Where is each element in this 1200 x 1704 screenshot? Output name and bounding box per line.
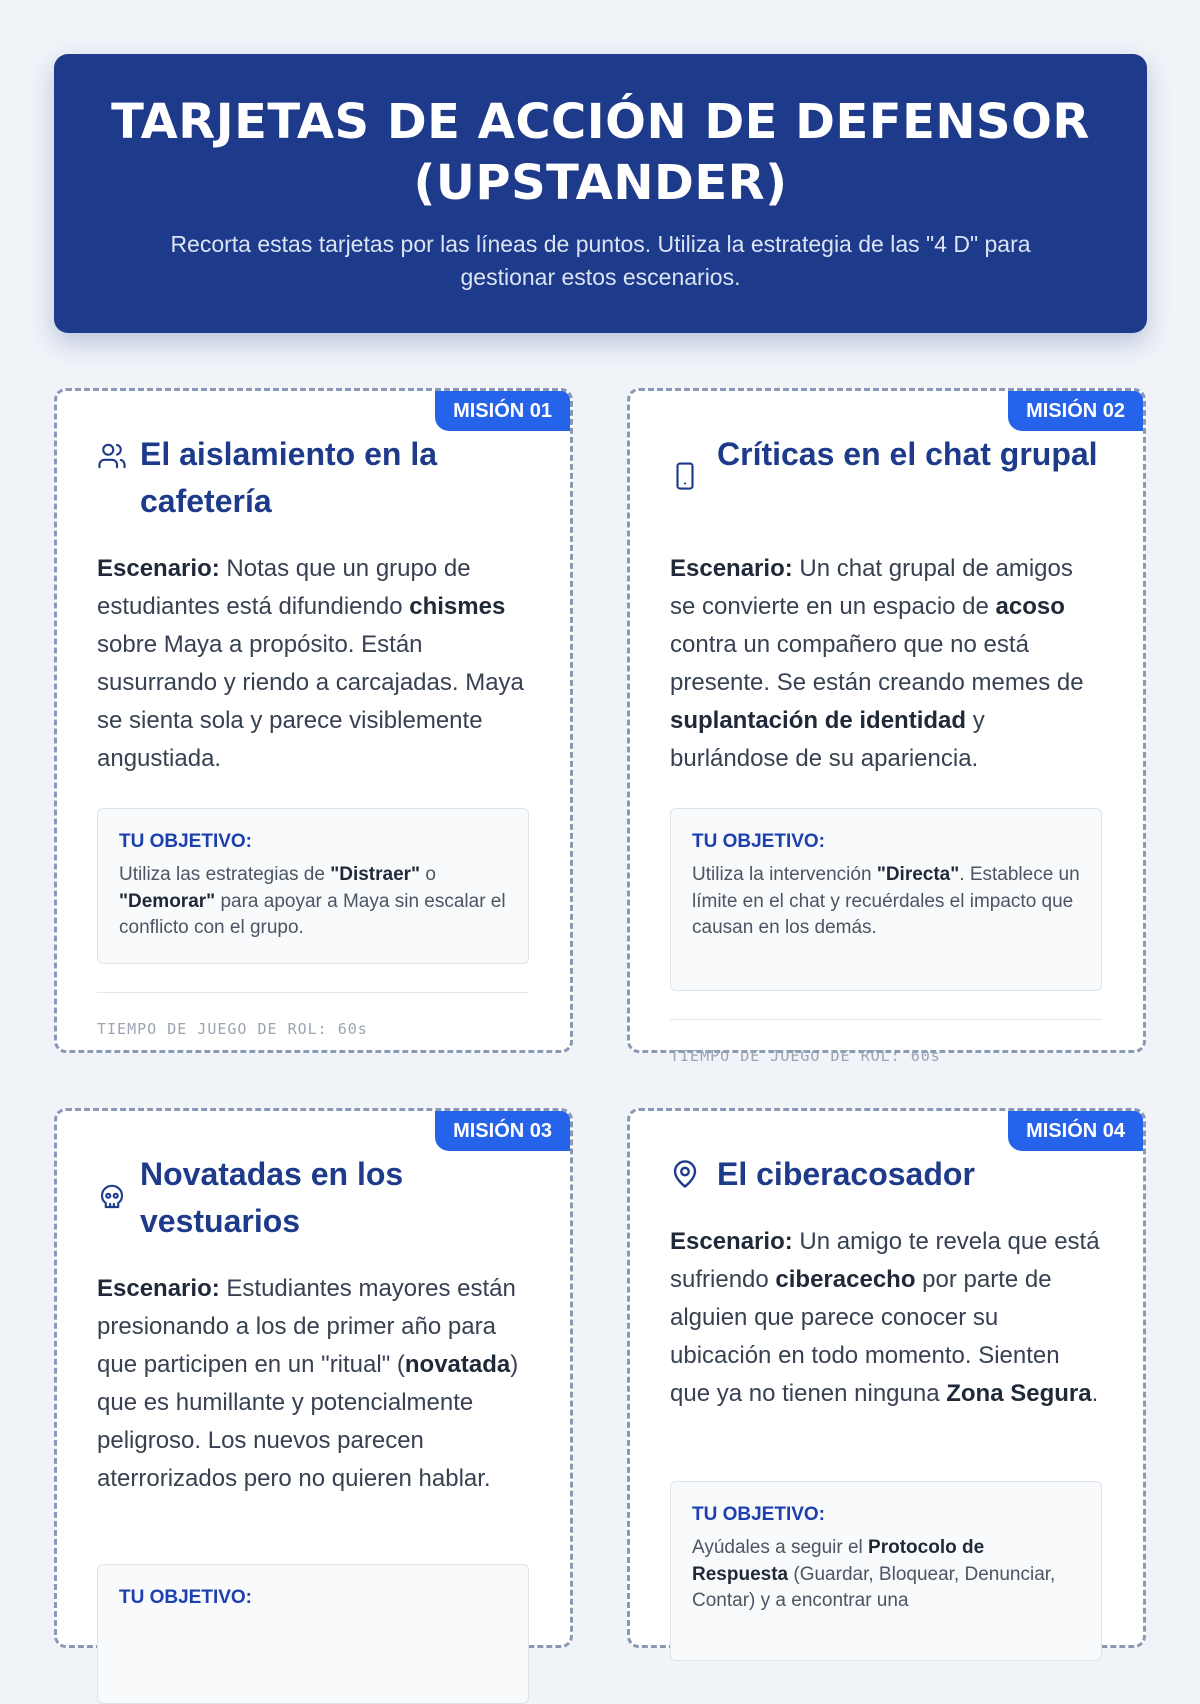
objective-text	[119, 862, 508, 942]
objective-part: (Guardar, Bloquear, Denunciar, Contar) y a encontrar una	[692, 1563, 1056, 1611]
scenario-label: Escenario:	[670, 555, 793, 582]
scenario-part: ) que es humillante y potencialmente peligroso. Los nuevos parecen aterrorizados pero no quieren hablar.	[97, 1351, 519, 1492]
objective-part: Utiliza las estrategias de	[119, 864, 331, 885]
page-subtitle: Recorta estas tarjetas por las líneas de puntos. Utiliza la estrategia de las "4 D" para gestionar estos escenarios.	[170, 231, 1031, 290]
divider	[670, 1019, 1102, 1020]
scenario-label: Escenario:	[97, 1275, 220, 1302]
page-title: TARJETAS DE ACCIÓN DE DEFENSOR (UPSTANDER)	[111, 94, 1090, 211]
mission-badge: MISIÓN 04	[1008, 1111, 1143, 1151]
scenario-keyword: Zona Segura	[946, 1380, 1092, 1407]
scenario-text	[97, 550, 529, 778]
roleplay-timer: TIEMPO DE JUEGO DE ROL: 60s	[97, 1020, 368, 1038]
objective-part: o	[420, 864, 436, 885]
scenario-label: Escenario:	[97, 555, 220, 582]
scenario-part: Un chat grupal de amigos se convierte en un espacio de	[670, 555, 1073, 620]
scenario-keyword: chismes	[409, 593, 506, 620]
scenario-part: .	[1091, 1380, 1099, 1407]
objective-label: TU OBJETIVO:	[119, 1587, 253, 1608]
objective-keyword: "Demorar"	[119, 890, 216, 912]
mission-card-2	[627, 388, 1146, 1065]
card-title: Novatadas en los vestuarios	[140, 1156, 404, 1239]
scenario-part: Un amigo te revela que está sufriendo	[670, 1228, 1100, 1293]
scenario-keyword: ciberacecho	[775, 1266, 916, 1293]
objective-text	[692, 862, 1081, 942]
objective-box	[97, 808, 529, 964]
mission-card-3	[54, 1108, 573, 1648]
card-title: El ciberacosador	[717, 1156, 975, 1192]
scenario-keyword: acoso	[995, 593, 1065, 620]
objective-text	[692, 1535, 1081, 1615]
roleplay-timer: TIEMPO DE JUEGO DE ROL: 60s	[670, 1047, 941, 1065]
objective-box	[97, 1564, 529, 1704]
scenario-text	[670, 550, 1102, 778]
divider	[97, 992, 529, 993]
objective-label: TU OBJETIVO:	[119, 831, 253, 852]
mission-card-4	[627, 1108, 1146, 1648]
scenario-label: Escenario:	[670, 1228, 793, 1255]
objective-part: . Establece un límite en el chat y recuérdales el impacto que causan en los demás.	[692, 864, 1080, 938]
mission-card-1	[54, 388, 573, 1053]
objective-label: TU OBJETIVO:	[692, 831, 826, 852]
scenario-text	[670, 1223, 1102, 1413]
scenario-part: Estudiantes mayores están presionando a los de primer año para que participen en un "ritual" (	[97, 1275, 516, 1378]
objective-part: para apoyar a Maya sin escalar el conflicto con el grupo.	[119, 890, 506, 938]
scenario-part: sobre Maya a propósito. Están susurrando y riendo a carcajadas. Maya se sienta sola y parece visiblemente angustiada.	[97, 631, 524, 772]
objective-label: TU OBJETIVO:	[692, 1504, 826, 1525]
card-title-row	[670, 1151, 1110, 1198]
skull-icon	[97, 1182, 127, 1212]
scenario-part: y burlándose de su apariencia.	[670, 707, 985, 772]
objective-box	[670, 1481, 1102, 1661]
card-title: Críticas en el chat grupal	[717, 436, 1098, 472]
page-header	[54, 54, 1147, 333]
scenario-part: contra un compañero que no está presente. Se están creando memes de	[670, 631, 1084, 696]
card-title: El aislamiento en la cafetería	[140, 436, 437, 519]
card-title-row	[97, 1151, 537, 1245]
users-icon	[97, 441, 127, 471]
mission-badge: MISIÓN 03	[435, 1111, 570, 1151]
objective-part: Utiliza la intervención	[692, 864, 877, 885]
objective-box	[670, 808, 1102, 991]
scenario-keyword: novatada	[404, 1351, 511, 1378]
scenario-part: por parte de alguien que parece conocer su ubicación en todo momento. Sienten que ya no tienen ninguna	[670, 1266, 1060, 1407]
objective-keyword: Protocolo de Respuesta	[692, 1537, 985, 1585]
mission-badge: MISIÓN 01	[435, 391, 570, 431]
objective-keyword: "Directa"	[876, 864, 960, 885]
scenario-text	[97, 1270, 529, 1498]
scenario-part: Notas que un grupo de estudiantes está difundiendo	[97, 555, 471, 620]
smartphone-icon	[670, 461, 700, 491]
mission-badge: MISIÓN 02	[1008, 391, 1143, 431]
card-title-row	[670, 431, 1110, 478]
map-pin-icon	[670, 1159, 700, 1189]
card-title-row	[97, 431, 537, 525]
scenario-keyword: suplantación de identidad	[670, 707, 967, 734]
objective-part: Ayúdales a seguir el	[692, 1537, 869, 1558]
objective-keyword: "Distraer"	[330, 864, 421, 885]
